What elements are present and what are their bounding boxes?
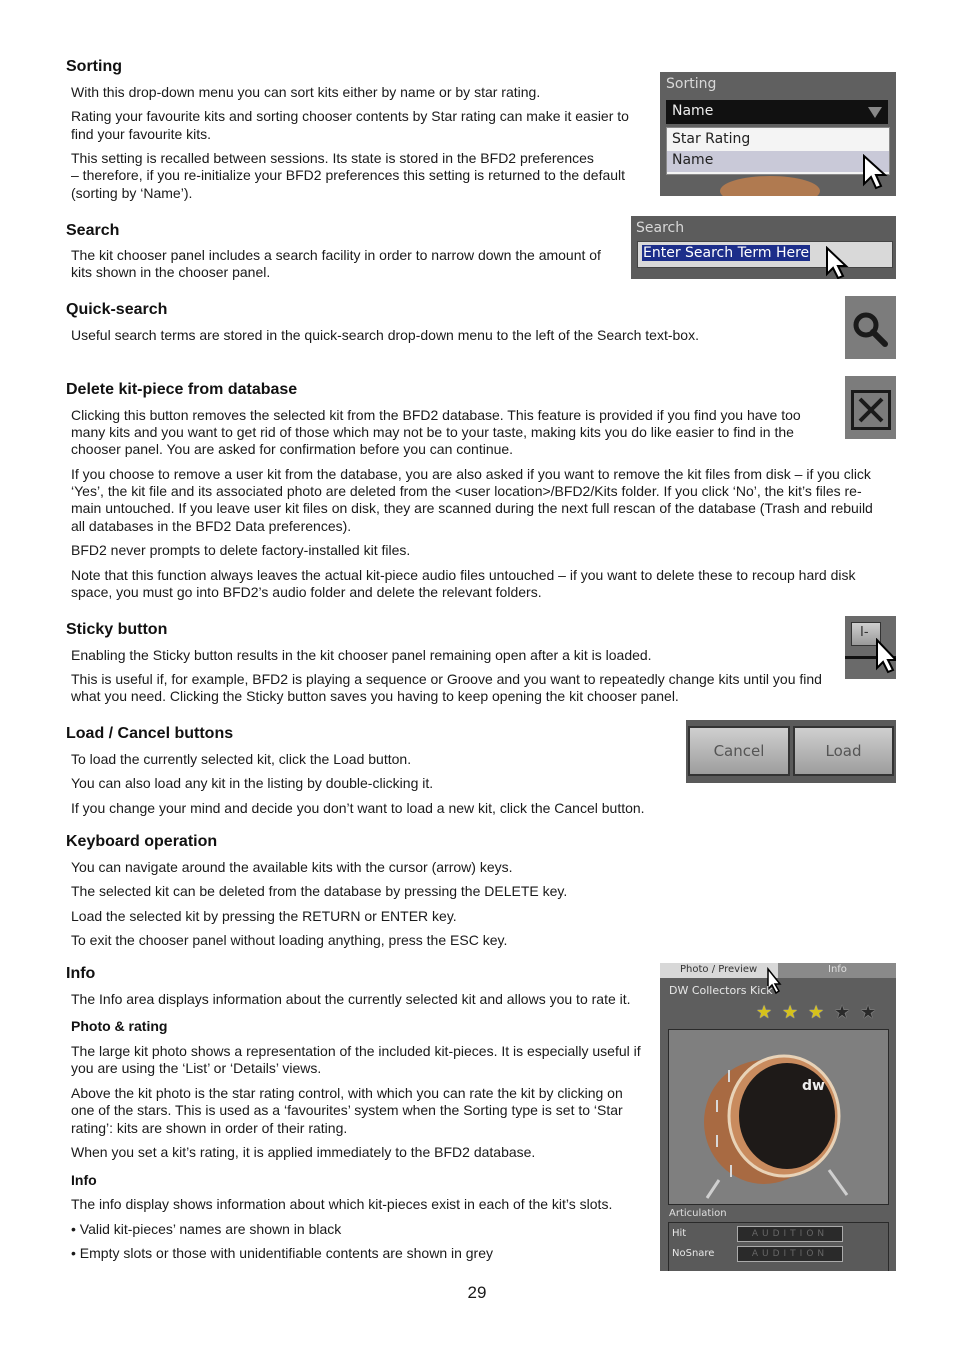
search-widget-label: Search [636,220,685,236]
info-p4: When you set a kit’s rating, it is applied immediately to the BFD2 database. [71,1144,536,1160]
info-b1: • Valid kit-pieces’ names are shown in black [71,1221,342,1237]
tab-info-label: Info [828,964,847,975]
sorting-dropdown[interactable] [666,100,888,124]
sorting-option-star[interactable]: Star Rating [672,131,751,147]
keyboard-p2: The selected kit can be deleted from the database by pressing the DELETE key. [71,883,568,899]
info-b2: • Empty slots or those with unidentifiable contents are shown in grey [71,1245,494,1261]
kick-drum-image [669,1030,888,1204]
sticky-heading: Sticky button [66,621,168,638]
search-p1b: kits shown in the chooser panel. [71,264,271,280]
sorting-p2a: Rating your favourite kits and sorting chooser contents by Star rating can make it easier to [71,108,629,124]
articulation-name: Hit [672,1228,687,1239]
sticky-p2a: This is useful if, for example, BFD2 is playing a sequence or Groove and you want to repeatedly change kits until you find [71,671,822,687]
delete-p2b: ‘Yes’, the kit file and its associated photo are deleted from the <user location>/BFD2/Kits folder. If you click ‘No’, the kit’s files re- [71,483,862,499]
info-sub-photo: Photo & rating [71,1018,168,1034]
page-number: 29 [467,1283,487,1302]
delete-p1c: chooser panel. You are asked for confirmation before you can continue. [71,441,514,457]
sorting-p3c: (sorting by ‘Name’). [71,185,193,201]
delete-p4b: space, you must go into BFD2’s audio folder and delete the relevant folders. [71,584,542,600]
star-icon[interactable]: ★ [808,1002,825,1023]
info-p1: The Info area displays information about the currently selected kit and allows you to rate it. [71,991,631,1007]
audition-button[interactable]: AUDITION [737,1246,843,1262]
drum-thumb [720,176,820,196]
sorting-option-name-label: Name [672,152,714,168]
search-p1a: The kit chooser panel includes a search facility in order to narrow down the amount of [71,247,601,263]
sorting-widget [660,72,896,196]
star-icon[interactable]: ★ [860,1002,877,1023]
tab-info[interactable] [778,963,896,978]
sorting-p3a: This setting is recalled between sessions. Its state is stored in the BFD2 preferences [71,150,594,166]
loadcancel-p1: To load the currently selected kit, click the Load button. [71,751,412,767]
sorting-heading: Sorting [66,58,122,75]
delete-p2c: main untouched. If you leave user kit files on disk, they are scanned during the next full rescan of the database (Trash and rebuild [71,500,873,516]
load-button[interactable]: Load [793,726,894,776]
delete-p1b: many kits and you want to get rid of those which may not be to your taste, making kits you do like easier to find in the [71,424,794,440]
sorting-option-name[interactable] [667,151,889,172]
delete-p4a: Note that this function always leaves the actual kit-piece audio files untouched – if you want to delete these to recoup hard disk [71,567,856,583]
sticky-p2b: what you need. Clicking the Sticky button saves you having to keep opening the kit chooser panel. [71,688,679,704]
delete-p2d: all databases in the BFD2 Data preferences). [71,518,352,534]
delete-heading: Delete kit-piece from database [66,381,298,398]
search-input-text: Enter Search Term Here [643,245,810,261]
cursor-icon [875,638,896,674]
info-p5: The info display shows information about which kit-pieces exist in each of the kit’s slots. [71,1196,613,1212]
star-rating[interactable] [756,1004,886,1026]
info-p3c: rating’: kits are shown in order of their rating. [71,1120,348,1136]
loadcancel-p2: You can also load any kit in the listing by double-clicking it. [71,775,434,791]
sorting-p3b: – therefore, if you re-initialize your BFD2 preferences this setting is returned to the default [71,167,626,183]
info-p2a: The large kit photo shows a representation of the included kit-pieces. It is especially useful if [71,1043,641,1059]
star-icon[interactable]: ★ [782,1002,799,1023]
info-p2b: you are using the ‘List’ or ‘Details’ views. [71,1060,322,1076]
info-p3b: one of the stars. This is used as a ‘favourites’ system when the Sorting type is set to ‘Star [71,1102,623,1118]
search-icon [851,310,891,350]
chevron-down-icon [868,107,882,118]
search-heading: Search [66,222,120,239]
search-widget [631,216,896,279]
articulation-label: Articulation [669,1208,727,1219]
star-icon[interactable]: ★ [834,1002,851,1023]
info-sub-info: Info [71,1172,97,1188]
search-input[interactable] [637,241,893,268]
delete-p2a: If you choose to remove a user kit from the database, you are also asked if you want to remove the kit files from disk – if you click [71,466,871,482]
delete-button[interactable] [845,376,896,439]
articulation-list [668,1222,889,1271]
quick-search-button[interactable] [845,296,896,359]
articulation-row [669,1245,888,1265]
sticky-button-label: I- [860,625,869,640]
tab-photo-preview-label: Photo / Preview [680,964,758,975]
sorting-p1: With this drop-down menu you can sort kits either by name or by star rating. [71,84,541,100]
cursor-icon [862,154,888,190]
loadcancel-heading: Load / Cancel buttons [66,725,234,742]
cursor-icon [825,246,849,279]
sorting-widget-label: Sorting [666,76,717,92]
sorting-p2b: find your favourite kits. [71,126,212,142]
keyboard-p3: Load the selected kit by pressing the RETURN or ENTER key. [71,908,457,924]
info-panel [660,963,896,1271]
info-p3a: Above the kit photo is the star rating control, with which you can rate the kit by clicking on [71,1085,623,1101]
kit-name: DW Collectors Kick [669,984,773,997]
kit-photo [668,1029,889,1205]
loadcancel-widget [686,720,896,783]
sorting-menu [666,127,890,175]
delete-p1a: Clicking this button removes the selected kit from the BFD2 database. This feature is provided if you find you have too [71,407,801,423]
tab-photo-preview[interactable] [660,963,778,978]
keyboard-heading: Keyboard operation [66,833,218,850]
info-heading: Info [66,965,96,982]
keyboard-p4: To exit the chooser panel without loading anything, press the ESC key. [71,932,508,948]
loadcancel-p3: If you change your mind and decide you don’t want to load a new kit, click the Cancel button. [71,800,645,816]
keyboard-p1: You can navigate around the available kits with the cursor (arrow) keys. [71,859,513,875]
sorting-selected: Name [672,103,714,119]
articulation-name: NoSnare [672,1248,715,1259]
close-icon [851,390,891,430]
drum-logo: dw [802,1078,825,1094]
quicksearch-heading: Quick-search [66,301,168,318]
delete-p3: BFD2 never prompts to delete factory-installed kit files. [71,542,411,558]
cancel-button[interactable]: Cancel [688,726,790,776]
articulation-row [669,1225,888,1245]
audition-button[interactable]: AUDITION [737,1226,843,1242]
sticky-widget [845,616,896,679]
star-icon[interactable]: ★ [756,1002,773,1023]
quicksearch-p1: Useful search terms are stored in the quick-search drop-down menu to the left of the Search text-box. [71,327,699,343]
sticky-p1: Enabling the Sticky button results in the kit chooser panel remaining open after a kit is loaded. [71,647,652,663]
